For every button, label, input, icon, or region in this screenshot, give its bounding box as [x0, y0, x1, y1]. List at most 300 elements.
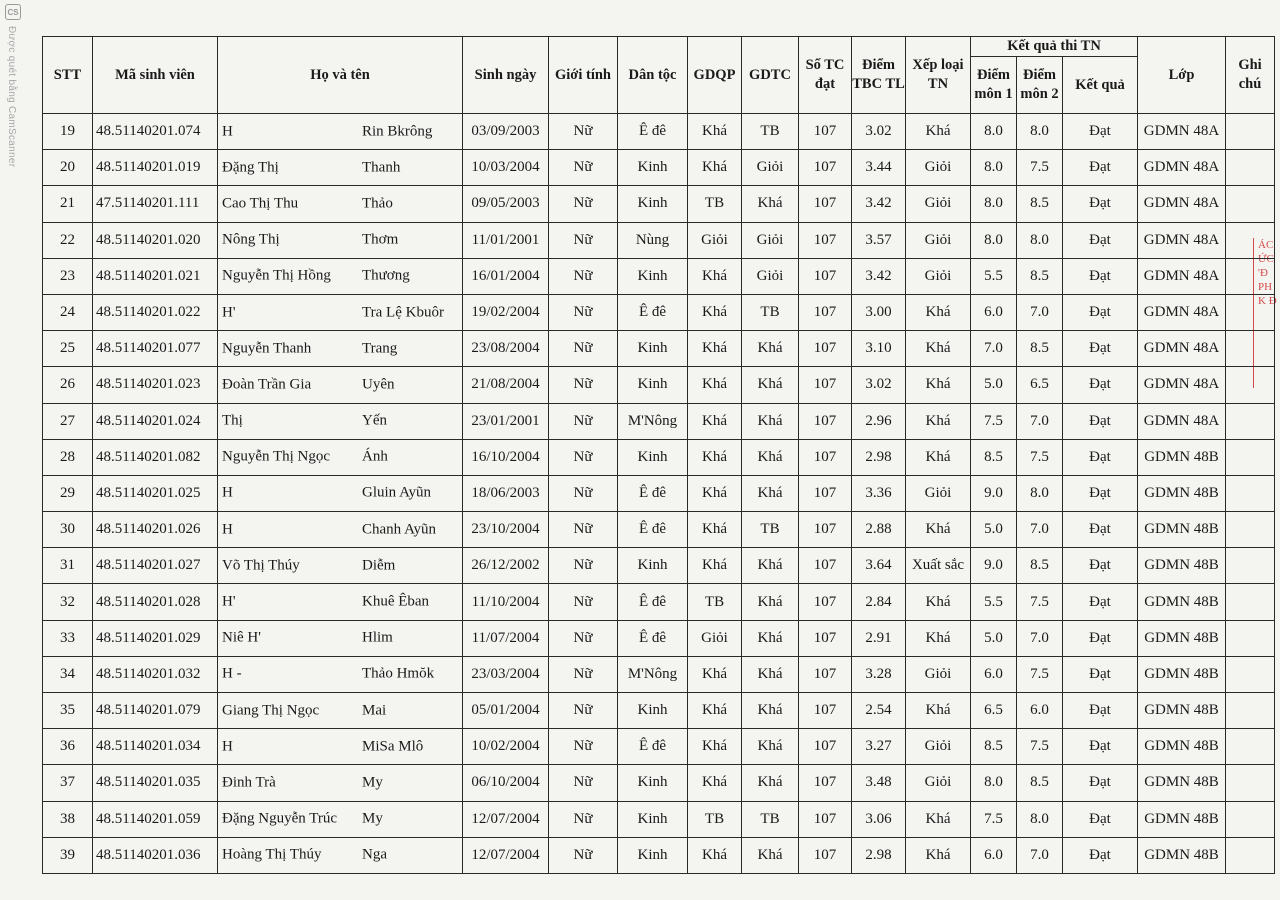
cell-stt: 26 — [43, 367, 93, 403]
table-row — [43, 222, 1275, 258]
cell-gender: Nữ — [549, 150, 618, 186]
cell-score-1: 5.0 — [971, 367, 1017, 403]
surname: Đặng Thị — [222, 159, 279, 176]
cell-class: GDMN 48A — [1138, 186, 1226, 222]
cell-gender: Nữ — [549, 439, 618, 475]
cell-ethnicity: Kinh — [618, 693, 688, 729]
header-result: Kết quả — [1063, 57, 1138, 114]
cell-score-1: 9.0 — [971, 548, 1017, 584]
cell-classification: Khá — [906, 294, 971, 330]
cell-birth-date: 21/08/2004 — [463, 367, 549, 403]
watermark-text: Được quét bằng CamScanner — [6, 26, 17, 168]
cell-result: Đạt — [1063, 186, 1138, 222]
cell-gdqp: TB — [688, 584, 742, 620]
cell-stt: 34 — [43, 656, 93, 692]
cell-credits: 107 — [799, 222, 852, 258]
cell-gender: Nữ — [549, 294, 618, 330]
cell-student-id: 48.51140201.036 — [93, 837, 218, 873]
cell-birth-date: 23/10/2004 — [463, 512, 549, 548]
cell-result: Đạt — [1063, 439, 1138, 475]
cell-student-id: 48.51140201.022 — [93, 294, 218, 330]
given-name: Thảo Hmŏk — [362, 665, 435, 682]
cell-gender: Nữ — [549, 186, 618, 222]
cell-notes — [1226, 801, 1275, 837]
cell-gender: Nữ — [549, 258, 618, 294]
cell-score-1: 8.0 — [971, 222, 1017, 258]
table-row — [43, 765, 1275, 801]
cell-gpa: 3.64 — [852, 548, 906, 584]
cell-gdqp: Khá — [688, 403, 742, 439]
cell-classification: Khá — [906, 367, 971, 403]
cell-gdtc: Khá — [742, 584, 799, 620]
cell-full-name — [218, 114, 463, 150]
cell-notes — [1226, 439, 1275, 475]
cell-gpa: 3.02 — [852, 114, 906, 150]
cell-class: GDMN 48A — [1138, 367, 1226, 403]
table-row — [43, 620, 1275, 656]
cell-stt: 36 — [43, 729, 93, 765]
cell-classification: Khá — [906, 114, 971, 150]
surname: Nguyễn Thị Ngọc — [222, 448, 331, 465]
given-name: Chanh Ayũn — [362, 521, 437, 538]
cell-ethnicity: Kinh — [618, 765, 688, 801]
cell-ethnicity: Nùng — [618, 222, 688, 258]
cell-birth-date: 18/06/2003 — [463, 475, 549, 511]
cell-gender: Nữ — [549, 693, 618, 729]
cell-birth-date: 12/07/2004 — [463, 801, 549, 837]
cell-birth-date: 10/03/2004 — [463, 150, 549, 186]
cell-ethnicity: Kinh — [618, 837, 688, 873]
cell-class: GDMN 48B — [1138, 620, 1226, 656]
cell-score-2: 8.5 — [1017, 186, 1063, 222]
cell-ethnicity: Kinh — [618, 150, 688, 186]
student-results-table — [42, 36, 1275, 874]
cell-birth-date: 05/01/2004 — [463, 693, 549, 729]
cell-score-1: 8.0 — [971, 186, 1017, 222]
cell-ethnicity: Ê đê — [618, 294, 688, 330]
cell-birth-date: 23/08/2004 — [463, 331, 549, 367]
cell-gender: Nữ — [549, 114, 618, 150]
cell-score-1: 6.0 — [971, 837, 1017, 873]
cell-notes — [1226, 693, 1275, 729]
cell-gdqp: Khá — [688, 837, 742, 873]
surname: Thị — [222, 412, 243, 429]
given-name: My — [362, 810, 383, 827]
cell-classification: Khá — [906, 403, 971, 439]
cell-gpa: 2.91 — [852, 620, 906, 656]
cell-result: Đạt — [1063, 114, 1138, 150]
cell-score-2: 7.5 — [1017, 150, 1063, 186]
cell-ethnicity: Ê đê — [618, 512, 688, 548]
cell-gdqp: Khá — [688, 439, 742, 475]
cell-class: GDMN 48B — [1138, 512, 1226, 548]
cell-student-id: 48.51140201.029 — [93, 620, 218, 656]
cell-result: Đạt — [1063, 258, 1138, 294]
cell-gdtc: Khá — [742, 548, 799, 584]
cell-credits: 107 — [799, 656, 852, 692]
cell-class: GDMN 48B — [1138, 801, 1226, 837]
cell-birth-date: 23/03/2004 — [463, 656, 549, 692]
cell-score-2: 8.5 — [1017, 765, 1063, 801]
cell-full-name — [218, 693, 463, 729]
cell-score-2: 8.0 — [1017, 475, 1063, 511]
cell-student-id: 48.51140201.074 — [93, 114, 218, 150]
cell-classification: Giỏi — [906, 729, 971, 765]
cell-score-1: 8.5 — [971, 729, 1017, 765]
cell-student-id: 48.51140201.023 — [93, 367, 218, 403]
cell-gender: Nữ — [549, 729, 618, 765]
cell-class: GDMN 48A — [1138, 403, 1226, 439]
header-notes: Ghi chú — [1226, 37, 1275, 114]
cell-full-name — [218, 656, 463, 692]
cell-gdtc: Khá — [742, 620, 799, 656]
cell-credits: 107 — [799, 620, 852, 656]
cell-score-1: 5.0 — [971, 620, 1017, 656]
cell-score-1: 8.0 — [971, 150, 1017, 186]
cell-credits: 107 — [799, 439, 852, 475]
given-name: Diễm — [362, 557, 396, 574]
cell-notes — [1226, 584, 1275, 620]
cell-class: GDMN 48A — [1138, 331, 1226, 367]
cell-gpa: 3.02 — [852, 367, 906, 403]
cell-gender: Nữ — [549, 801, 618, 837]
cell-gdtc: Khá — [742, 693, 799, 729]
cell-classification: Giỏi — [906, 765, 971, 801]
table-row — [43, 801, 1275, 837]
cell-gdtc: Khá — [742, 475, 799, 511]
cell-gdqp: Khá — [688, 548, 742, 584]
cell-result: Đạt — [1063, 584, 1138, 620]
cell-ethnicity: Kinh — [618, 258, 688, 294]
cell-notes — [1226, 222, 1275, 258]
cell-ethnicity: Ê đê — [618, 114, 688, 150]
cell-credits: 107 — [799, 258, 852, 294]
cell-ethnicity: Ê đê — [618, 475, 688, 511]
cell-stt: 38 — [43, 801, 93, 837]
cell-class: GDMN 48B — [1138, 765, 1226, 801]
cell-ethnicity: Ê đê — [618, 620, 688, 656]
table-row — [43, 150, 1275, 186]
cell-birth-date: 09/05/2003 — [463, 186, 549, 222]
cell-student-id: 48.51140201.021 — [93, 258, 218, 294]
header-credits: Số TC đạt — [799, 37, 852, 114]
cell-full-name — [218, 475, 463, 511]
stamp-fragment: 'Đ — [1258, 267, 1268, 279]
surname: Nguyễn Thanh — [222, 340, 312, 357]
header-class: Lớp — [1138, 37, 1226, 114]
cell-full-name — [218, 403, 463, 439]
table-row — [43, 114, 1275, 150]
cell-student-id: 48.51140201.077 — [93, 331, 218, 367]
cell-full-name — [218, 765, 463, 801]
cell-credits: 107 — [799, 584, 852, 620]
cell-gdqp: Khá — [688, 114, 742, 150]
cell-gpa: 2.98 — [852, 837, 906, 873]
cell-score-1: 7.5 — [971, 801, 1017, 837]
table-row — [43, 548, 1275, 584]
surname: Giang Thị Ngọc — [222, 702, 320, 719]
cell-full-name — [218, 258, 463, 294]
cell-stt: 24 — [43, 294, 93, 330]
table-body — [43, 114, 1275, 874]
cell-score-2: 7.5 — [1017, 656, 1063, 692]
stamp-fragment: K Đ — [1258, 295, 1277, 307]
cell-gdtc: Giỏi — [742, 150, 799, 186]
surname: H — [222, 484, 233, 501]
cell-score-2: 8.5 — [1017, 548, 1063, 584]
cell-notes — [1226, 186, 1275, 222]
cell-gdqp: Khá — [688, 150, 742, 186]
header-stt: STT — [43, 37, 93, 114]
cell-gpa: 2.96 — [852, 403, 906, 439]
cell-result: Đạt — [1063, 729, 1138, 765]
cell-stt: 31 — [43, 548, 93, 584]
surname: Nông Thị — [222, 231, 280, 248]
cell-credits: 107 — [799, 150, 852, 186]
cell-class: GDMN 48B — [1138, 475, 1226, 511]
given-name: Nga — [362, 846, 387, 863]
cell-stt: 33 — [43, 620, 93, 656]
cell-score-1: 8.0 — [971, 765, 1017, 801]
cell-birth-date: 19/02/2004 — [463, 294, 549, 330]
cell-gpa: 3.27 — [852, 729, 906, 765]
cell-result: Đạt — [1063, 801, 1138, 837]
cell-classification: Khá — [906, 620, 971, 656]
cell-stt: 27 — [43, 403, 93, 439]
cell-full-name — [218, 439, 463, 475]
surname: H' — [222, 593, 236, 610]
cell-gdqp: Khá — [688, 765, 742, 801]
cell-class: GDMN 48B — [1138, 439, 1226, 475]
surname: Hoàng Thị Thúy — [222, 846, 322, 863]
cell-gdqp: TB — [688, 186, 742, 222]
cell-result: Đạt — [1063, 331, 1138, 367]
cell-birth-date: 11/01/2001 — [463, 222, 549, 258]
cell-full-name — [218, 801, 463, 837]
cell-class: GDMN 48B — [1138, 656, 1226, 692]
cell-credits: 107 — [799, 765, 852, 801]
cell-class: GDMN 48A — [1138, 294, 1226, 330]
cell-full-name — [218, 222, 463, 258]
cell-score-2: 8.0 — [1017, 114, 1063, 150]
cell-stt: 29 — [43, 475, 93, 511]
cell-gender: Nữ — [549, 222, 618, 258]
cell-notes — [1226, 294, 1275, 330]
cell-classification: Giỏi — [906, 222, 971, 258]
surname: H' — [222, 304, 236, 321]
cell-gender: Nữ — [549, 475, 618, 511]
stamp-fragment: ỨC — [1258, 253, 1274, 265]
cell-credits: 107 — [799, 729, 852, 765]
cell-gpa: 2.98 — [852, 439, 906, 475]
stamp-fragment: ÁC — [1258, 239, 1274, 251]
cell-class: GDMN 48B — [1138, 548, 1226, 584]
cell-notes — [1226, 765, 1275, 801]
cell-notes — [1226, 367, 1275, 403]
cell-result: Đạt — [1063, 765, 1138, 801]
cell-gdqp: Khá — [688, 258, 742, 294]
cell-student-id: 48.51140201.035 — [93, 765, 218, 801]
cell-notes — [1226, 331, 1275, 367]
cell-credits: 107 — [799, 475, 852, 511]
cell-notes — [1226, 620, 1275, 656]
cell-birth-date: 12/07/2004 — [463, 837, 549, 873]
cell-score-2: 8.5 — [1017, 331, 1063, 367]
header-exam-results: Kết quả thi TN — [971, 37, 1138, 57]
header-score-subject-1: Điểm môn 1 — [971, 57, 1017, 114]
cell-birth-date: 23/01/2001 — [463, 403, 549, 439]
cell-credits: 107 — [799, 294, 852, 330]
header-gdtc: GDTC — [742, 37, 799, 114]
cell-classification: Giỏi — [906, 656, 971, 692]
given-name: Khuê Êban — [362, 593, 430, 610]
given-name: Thảo — [362, 195, 393, 212]
cell-ethnicity: M'Nông — [618, 656, 688, 692]
cell-gdtc: TB — [742, 114, 799, 150]
cell-stt: 23 — [43, 258, 93, 294]
cell-ethnicity: Kinh — [618, 186, 688, 222]
header-gpa: Điểm TBC TL — [852, 37, 906, 114]
given-name: Ánh — [362, 448, 388, 465]
cell-gdtc: Khá — [742, 403, 799, 439]
cell-score-2: 7.0 — [1017, 512, 1063, 548]
cell-score-2: 7.0 — [1017, 837, 1063, 873]
table-row — [43, 475, 1275, 511]
cell-student-id: 47.51140201.111 — [93, 186, 218, 222]
header-birth-date: Sinh ngày — [463, 37, 549, 114]
cell-ethnicity: Ê đê — [618, 584, 688, 620]
surname: H — [222, 123, 233, 140]
cell-stt: 25 — [43, 331, 93, 367]
cell-result: Đạt — [1063, 548, 1138, 584]
cell-result: Đạt — [1063, 294, 1138, 330]
cell-full-name — [218, 150, 463, 186]
cell-result: Đạt — [1063, 693, 1138, 729]
cell-score-2: 8.0 — [1017, 222, 1063, 258]
cell-ethnicity: Kinh — [618, 548, 688, 584]
cell-classification: Khá — [906, 801, 971, 837]
cell-gdtc: TB — [742, 294, 799, 330]
cell-credits: 107 — [799, 693, 852, 729]
cell-classification: Khá — [906, 837, 971, 873]
table-row — [43, 439, 1275, 475]
cell-gender: Nữ — [549, 367, 618, 403]
cell-gdqp: Khá — [688, 512, 742, 548]
surname: H - — [222, 665, 242, 682]
cell-result: Đạt — [1063, 403, 1138, 439]
given-name: Thơm — [362, 231, 399, 248]
cell-score-2: 7.0 — [1017, 620, 1063, 656]
cell-score-1: 5.0 — [971, 512, 1017, 548]
table-row — [43, 693, 1275, 729]
cell-full-name — [218, 186, 463, 222]
cell-student-id: 48.51140201.034 — [93, 729, 218, 765]
cell-gdqp: Khá — [688, 367, 742, 403]
cell-birth-date: 06/10/2004 — [463, 765, 549, 801]
cell-gpa: 3.48 — [852, 765, 906, 801]
given-name: Thanh — [362, 159, 401, 176]
given-name: Trang — [362, 340, 398, 357]
cell-classification: Giỏi — [906, 475, 971, 511]
cell-birth-date: 26/12/2002 — [463, 548, 549, 584]
cell-notes — [1226, 403, 1275, 439]
cell-score-1: 6.0 — [971, 294, 1017, 330]
surname: Nguyễn Thị Hồng — [222, 267, 331, 284]
surname: Đặng Nguyễn Trúc — [222, 810, 337, 827]
cell-gender: Nữ — [549, 403, 618, 439]
cell-notes — [1226, 656, 1275, 692]
cell-gdqp: Giỏi — [688, 222, 742, 258]
cell-result: Đạt — [1063, 367, 1138, 403]
cell-credits: 107 — [799, 512, 852, 548]
cell-score-1: 6.0 — [971, 656, 1017, 692]
cell-full-name — [218, 548, 463, 584]
given-name: Gluin Ayũn — [362, 484, 432, 501]
cell-credits: 107 — [799, 186, 852, 222]
cell-score-1: 8.5 — [971, 439, 1017, 475]
surname: Võ Thị Thúy — [222, 557, 300, 574]
surname: Cao Thị Thu — [222, 195, 299, 212]
cell-class: GDMN 48B — [1138, 584, 1226, 620]
cell-gdqp: Khá — [688, 656, 742, 692]
cell-ethnicity: Kinh — [618, 801, 688, 837]
cell-gender: Nữ — [549, 620, 618, 656]
given-name: Tra Lệ Kbuôr — [362, 304, 444, 321]
cell-gdtc: Khá — [742, 367, 799, 403]
cell-score-2: 7.5 — [1017, 439, 1063, 475]
cell-full-name — [218, 331, 463, 367]
cell-student-id: 48.51140201.032 — [93, 656, 218, 692]
cell-stt: 30 — [43, 512, 93, 548]
cell-gpa: 3.42 — [852, 258, 906, 294]
header-full-name: Họ và tên — [218, 37, 463, 114]
cell-full-name — [218, 620, 463, 656]
cell-student-id: 48.51140201.027 — [93, 548, 218, 584]
cell-gpa: 2.88 — [852, 512, 906, 548]
table-row — [43, 258, 1275, 294]
table-row — [43, 512, 1275, 548]
cell-birth-date: 11/07/2004 — [463, 620, 549, 656]
cell-ethnicity: Ê đê — [618, 729, 688, 765]
cell-student-id: 48.51140201.019 — [93, 150, 218, 186]
cell-score-1: 6.5 — [971, 693, 1017, 729]
stamp-fragment: PH — [1258, 281, 1273, 293]
cell-result: Đạt — [1063, 150, 1138, 186]
cell-class: GDMN 48A — [1138, 150, 1226, 186]
cell-score-1: 7.0 — [971, 331, 1017, 367]
header-student-id: Mã sinh viên — [93, 37, 218, 114]
cell-classification: Khá — [906, 584, 971, 620]
cell-stt: 37 — [43, 765, 93, 801]
cell-credits: 107 — [799, 367, 852, 403]
cell-stt: 39 — [43, 837, 93, 873]
cell-class: GDMN 48A — [1138, 258, 1226, 294]
cell-credits: 107 — [799, 548, 852, 584]
cell-gdtc: TB — [742, 801, 799, 837]
cell-gdqp: TB — [688, 801, 742, 837]
header-score-subject-2: Điểm môn 2 — [1017, 57, 1063, 114]
table-row — [43, 331, 1275, 367]
cell-gdtc: Giỏi — [742, 222, 799, 258]
cell-stt: 20 — [43, 150, 93, 186]
cell-gdtc: Khá — [742, 439, 799, 475]
cell-student-id: 48.51140201.059 — [93, 801, 218, 837]
cell-class: GDMN 48B — [1138, 837, 1226, 873]
surname: H — [222, 738, 233, 755]
table-row — [43, 186, 1275, 222]
cell-birth-date: 16/10/2004 — [463, 439, 549, 475]
cell-classification: Giỏi — [906, 150, 971, 186]
